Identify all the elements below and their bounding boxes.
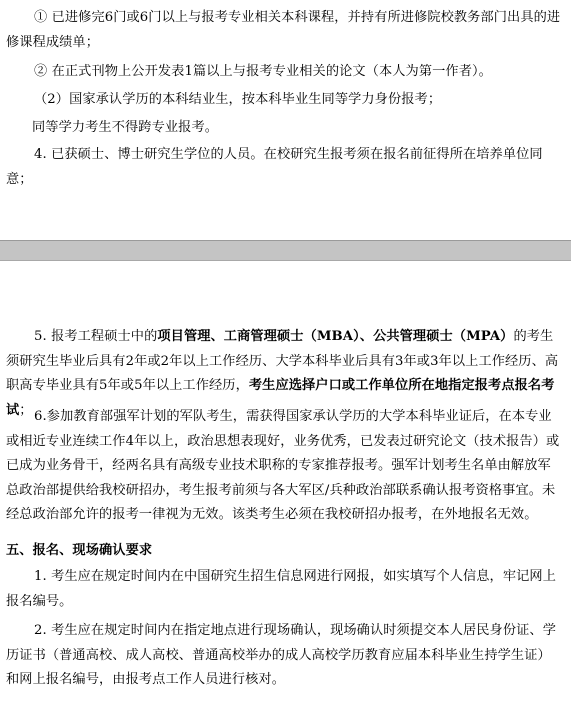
document-page-top <box>0 0 571 240</box>
paragraph-coursework: ① 已进修完6门或6门以上与报考专业相关本科课程，并持有所进修院校教务部门出具的进修课程成绩单； <box>6 10 561 50</box>
paragraph-military-plan: 6.参加教育部强军计划的军队考生，需获得国家承认学历的大学本科毕业证后，在本专业或相近专业连续工作4年以上，政治思想表现好，业务优秀，已发表过研究论文（技术报告）或已成为业务骨干，经两名具有高级专业技术职称的专家推荐报考。强军计划考生名单由解放军总政治部提供给我校研招办，考生报考前须与各大军区/兵种政治部联系确认报考资格事宜。未经总政治部允许的报考一律视为无效。该类考生必须在我校研招办报考，在外地报名无效。 <box>6 409 560 522</box>
item5-emphasis-programs: 项目管理、工商管理硕士（MBA）、公共管理硕士（MPA） <box>157 329 514 344</box>
item5-suffix: ； <box>19 402 33 418</box>
paragraph-paper: ② 在正式刊物上公开发表1篇以上与报考专业相关的论文（本人为第一作者）。 <box>34 64 492 79</box>
paragraph-online-registration: 1. 考生应在规定时间内在中国研究生招生信息网进行网报，如实填写个人信息，牢记网上报名编号。 <box>6 569 556 609</box>
paragraph-degree-holders: 4. 已获硕士、博士研究生学位的人员。在校研究生报考须在报名前征得所在培养单位同意； <box>6 147 543 187</box>
item5-middle: 的考生须研究生毕业后具有2年或2年以上工作经历、大学本科毕业后具有3年或3年以上工作经历、高职高专毕业具有5年或5年以上工作经历， <box>6 329 559 393</box>
paragraph-no-cross-major: 同等学力考生不得跨专业报考。 <box>32 120 219 135</box>
paragraph-graduate-status: （2）国家承认学历的本科结业生，按本科毕业生同等学力身份报考； <box>34 92 442 107</box>
section-title-registration: 五、报名、现场确认要求 <box>6 543 153 558</box>
item5-prefix: 5. 报考工程硕士中的 <box>34 329 158 344</box>
item5-emphasis-location: 考生应选择户口或工作单位所在地指定报考点报名考试 <box>6 378 555 418</box>
document-page-bottom <box>0 261 571 701</box>
paragraph-onsite-confirmation: 2. 考生应在规定时间内在指定地点进行现场确认，现场确认时须提交本人居民身份证、学历证书（普通高校、成人高校、普通高校举办的成人高校学历教育应届本科毕业生持学生证）和网上报名编号，由报考点工作人员进行核对。 <box>6 623 556 687</box>
page-separator <box>0 240 571 261</box>
